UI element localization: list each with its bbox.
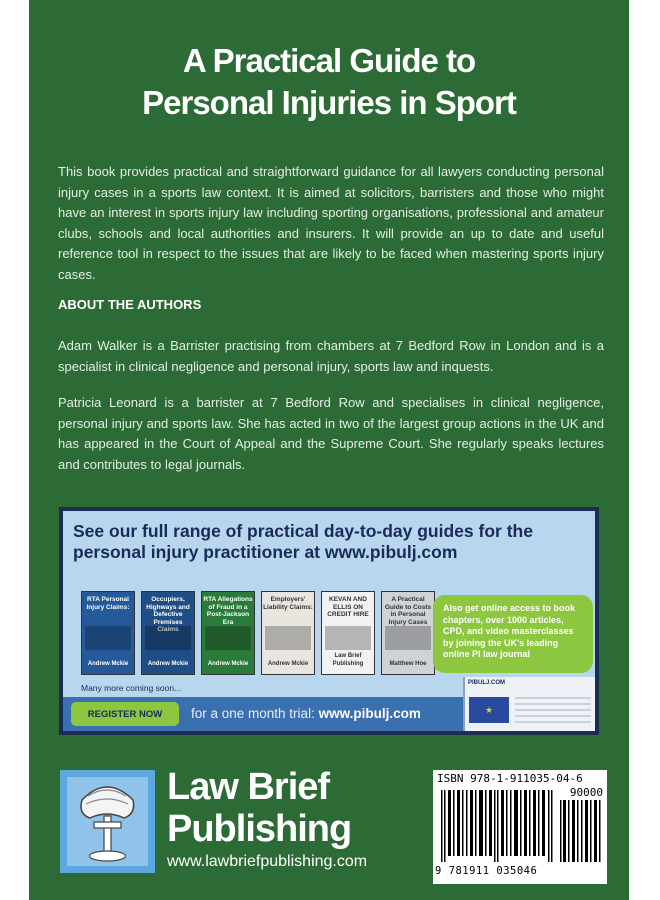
trial-prefix: for a one month trial: bbox=[191, 706, 315, 721]
price-code: 90000 bbox=[569, 786, 603, 799]
author-bio-walker: Adam Walker is a Barrister practising from chambers at 7 Bedford Row in London and is a specialist in clinical negligence and personal injury, sports law and inquests. bbox=[58, 338, 604, 374]
publisher-url: www.lawbriefpublishing.com bbox=[167, 853, 368, 870]
publisher-name-line-1: Law Brief bbox=[167, 766, 330, 808]
book-thumbnail bbox=[381, 591, 435, 675]
title-line-1: A Practical Guide to bbox=[182, 42, 476, 79]
register-bar bbox=[63, 697, 463, 731]
trial-text bbox=[191, 705, 421, 723]
book-thumbnail bbox=[201, 591, 255, 675]
book-cover-image bbox=[265, 626, 311, 650]
book-description: This book provides practical and straightforward guidance for all lawyers conducting personal injury cases in a sports law context. It is aimed at solicitors, barristers and those who might have an interest in sports injury law including sporting organisations, professional and amateur clubs, schools and local authorities and insurers. It will provide an up to date and useful reference tool in respect to the issues that are likely to be faced when mastering sports injury cases. bbox=[58, 164, 604, 282]
book-thumbnail-author: Andrew Mckie bbox=[87, 660, 129, 667]
book-cover-image bbox=[145, 626, 191, 650]
book-thumbnail-author: Andrew Mckie bbox=[147, 660, 189, 667]
advert-box bbox=[59, 507, 599, 735]
back-cover bbox=[29, 0, 629, 900]
judge-wig-icon bbox=[60, 770, 155, 873]
book-cover-image bbox=[385, 626, 431, 650]
book-thumbnail-author: Law Brief Publishing bbox=[332, 653, 364, 667]
isbn-text: ISBN 978-1-911035-04-6 bbox=[437, 772, 583, 785]
publisher-name-line-2: Publishing bbox=[167, 808, 352, 850]
publisher-logo bbox=[60, 770, 155, 873]
title-line-2: Personal Injuries in Sport bbox=[142, 84, 516, 121]
book-cover-image bbox=[205, 626, 251, 650]
book-thumbnail bbox=[261, 591, 315, 675]
book-thumbnail bbox=[321, 591, 375, 675]
addon-barcode-bars bbox=[559, 800, 603, 862]
advert-headline: See our full range of practical day-to-day guides for the personal injury practitioner at www.pibulj.com bbox=[73, 521, 533, 562]
book-thumbnail-title: A Practical Guide to Costs in Personal Injury Cases bbox=[384, 596, 432, 626]
book-thumbnail-author: Matthew Hoe bbox=[389, 660, 427, 667]
online-access-callout: Also get online access to book chapters, over 1000 articles, CPD, and video masterclasses by joining the UK's leading online PI law journal bbox=[433, 595, 593, 673]
website-screenshot bbox=[463, 677, 595, 731]
advert-panel bbox=[63, 511, 595, 731]
book-cover-image bbox=[85, 626, 131, 650]
book-thumbnail-author: Andrew Mckie bbox=[207, 660, 249, 667]
eu-flag-icon: ★ bbox=[469, 697, 509, 723]
book-thumbnail-author: Andrew Mckie bbox=[267, 660, 309, 667]
register-now-button[interactable]: REGISTER NOW bbox=[71, 702, 179, 726]
book-thumbnail-title: KEVAN AND ELLIS ON CREDIT HIRE bbox=[327, 596, 369, 618]
book-thumbnail-title: RTA Personal Injury Claims: bbox=[86, 596, 130, 611]
ean-barcode-bars bbox=[439, 790, 555, 862]
more-coming-text: Many more coming soon... bbox=[81, 683, 182, 693]
website-header: PIBULJ.COM bbox=[468, 680, 506, 686]
book-thumbnail bbox=[81, 591, 135, 675]
barcode-number: 9 781911 035046 bbox=[435, 865, 538, 877]
book-thumbnail-title: Occupiers, Highways and Defective Premises Claims bbox=[146, 596, 190, 633]
author-bio-leonard: Patricia Leonard is a barrister at 7 Bedford Row and specialises in clinical negligence, personal injury and sports law. She has acted in two of the largest group actions in the UK and has appeared in the Court of Appeal and the Supreme Court. She regularly speaks lectures and contributes to legal journals. bbox=[58, 395, 604, 472]
book-cover-image bbox=[325, 626, 371, 650]
about-authors-heading: ABOUT THE AUTHORS bbox=[58, 297, 202, 312]
trial-url-link[interactable]: www.pibulj.com bbox=[318, 706, 421, 721]
book-thumbnail-title: Employers' Liability Claims: bbox=[263, 596, 313, 611]
isbn-barcode bbox=[433, 770, 607, 884]
book-title bbox=[29, 40, 629, 124]
book-thumbnail-title: RTA Allegations of Fraud in a Post-Jackson Era bbox=[203, 596, 253, 626]
book-thumbnail bbox=[141, 591, 195, 675]
article-lines bbox=[515, 697, 591, 723]
